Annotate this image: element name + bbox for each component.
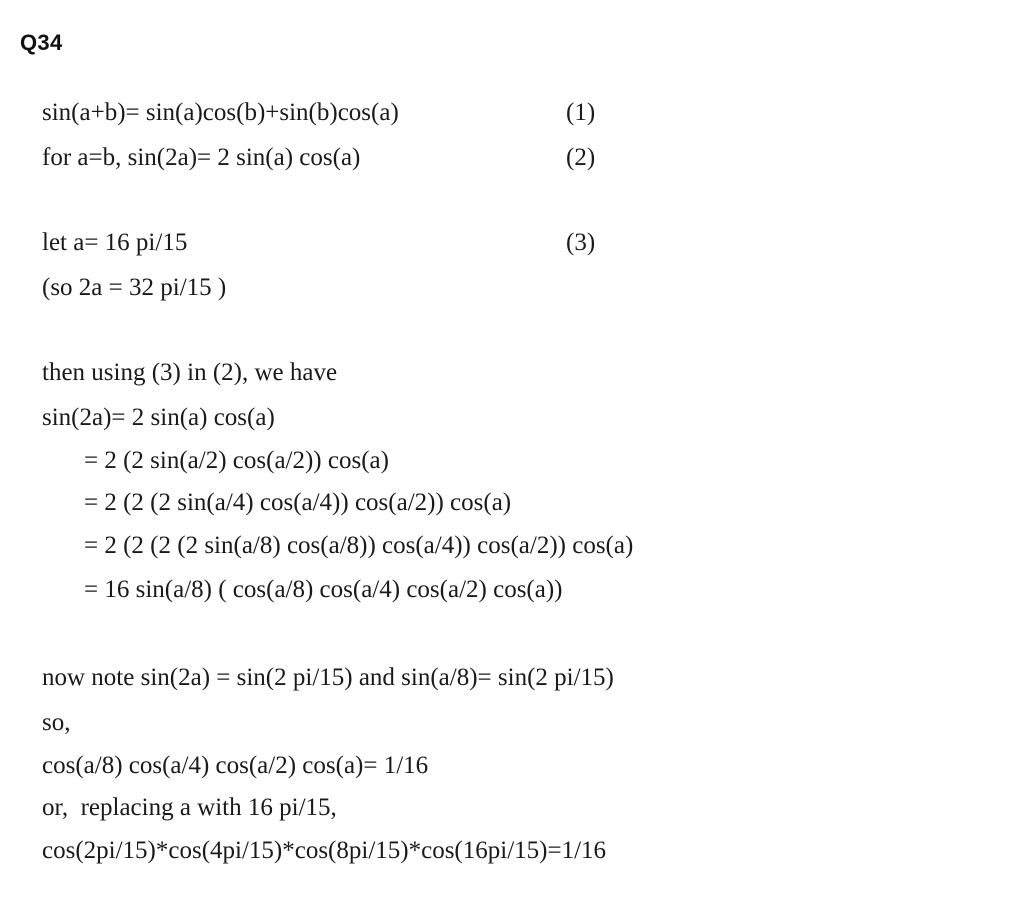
then-using-line: then using (3) in (2), we have	[42, 359, 338, 386]
so-2a-line: (so 2a = 32 pi/15 )	[42, 274, 227, 301]
let-a-line: let a= 16 pi/15	[42, 229, 188, 256]
derivation-step-0: sin(2a)= 2 sin(a) cos(a)	[42, 404, 275, 431]
cos-product-line: cos(a/8) cos(a/4) cos(a/2) cos(a)= 1/16	[42, 752, 429, 779]
equation-number-3: (3)	[566, 229, 596, 256]
question-label: Q34	[20, 30, 63, 55]
derivation-step-2: = 2 (2 (2 sin(a/4) cos(a/4)) cos(a/2)) cos(a)	[84, 489, 512, 516]
identity-line: sin(a+b)= sin(a)cos(b)+sin(b)cos(a)	[42, 99, 399, 126]
equation-number-2: (2)	[566, 144, 596, 171]
derivation-step-1: = 2 (2 sin(a/2) cos(a/2)) cos(a)	[84, 447, 389, 474]
replacing-line: or, replacing a with 16 pi/15,	[42, 794, 337, 821]
derivation-step-3: = 2 (2 (2 (2 sin(a/8) cos(a/8)) cos(a/4)) cos(a/2)) cos(a)	[84, 532, 634, 559]
derivation-step-4: = 16 sin(a/8) ( cos(a/8) cos(a/4) cos(a/2) cos(a))	[84, 576, 563, 603]
double-angle-line: for a=b, sin(2a)= 2 sin(a) cos(a)	[42, 144, 361, 171]
now-note-line: now note sin(2a) = sin(2 pi/15) and sin(a/8)= sin(2 pi/15)	[42, 664, 614, 691]
so-line: so,	[42, 709, 71, 736]
final-result-line: cos(2pi/15)*cos(4pi/15)*cos(8pi/15)*cos(16pi/15)=1/16	[42, 837, 607, 864]
equation-number-1: (1)	[566, 99, 596, 126]
